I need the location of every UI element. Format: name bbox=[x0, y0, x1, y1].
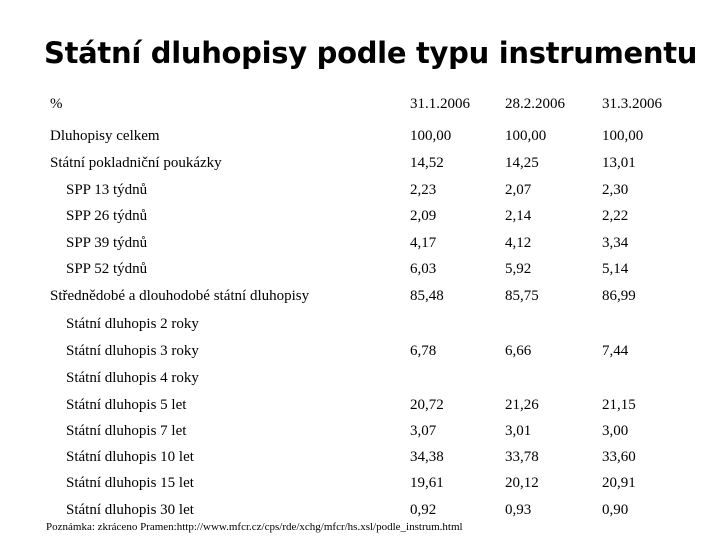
row-value: 5,92 bbox=[505, 261, 532, 277]
row-value: 100,00 bbox=[602, 128, 644, 144]
row-value: 2,14 bbox=[505, 208, 532, 224]
row-label: Státní dluhopis 2 roky bbox=[66, 316, 199, 332]
row-value: 3,01 bbox=[505, 423, 532, 439]
row-value: 86,99 bbox=[602, 288, 636, 304]
row-value: 100,00 bbox=[410, 128, 452, 144]
row-label: SPP 13 týdnů bbox=[66, 182, 148, 198]
row-label: Státní dluhopis 10 let bbox=[66, 449, 194, 465]
row-value: 0,92 bbox=[410, 502, 437, 518]
header-date-2: 28.2.2006 bbox=[505, 96, 565, 112]
row-value: 3,34 bbox=[602, 235, 629, 251]
row-value: 14,52 bbox=[410, 155, 444, 171]
row-value: 2,30 bbox=[602, 182, 629, 198]
row-value: 6,66 bbox=[505, 343, 532, 359]
page-title: Státní dluhopisy podle typu instrumentu bbox=[44, 36, 698, 70]
row-value: 2,09 bbox=[410, 208, 437, 224]
row-label: Střednědobé a dlouhodobé státní dluhopisy bbox=[50, 288, 310, 304]
row-value: 21,26 bbox=[505, 397, 539, 413]
row-value: 33,60 bbox=[602, 449, 636, 465]
row-label: Dluhopisy celkem bbox=[50, 128, 160, 144]
row-value: 85,48 bbox=[410, 288, 444, 304]
header-unit: % bbox=[50, 96, 63, 112]
row-label: SPP 52 týdnů bbox=[66, 261, 148, 277]
row-value: 6,03 bbox=[410, 261, 437, 277]
row-value: 19,61 bbox=[410, 475, 444, 491]
row-label: Státní dluhopis 3 roky bbox=[66, 343, 199, 359]
source-note: Poznámka: zkráceno Pramen:http://www.mfcr.cz/cps/rde/xchg/mfcr/hs.xsl/podle_instrum.html bbox=[46, 521, 463, 533]
row-value: 4,17 bbox=[410, 235, 437, 251]
row-value: 20,12 bbox=[505, 475, 539, 491]
row-value: 33,78 bbox=[505, 449, 539, 465]
row-value: 13,01 bbox=[602, 155, 636, 171]
row-value: 21,15 bbox=[602, 397, 636, 413]
row-value: 20,72 bbox=[410, 397, 444, 413]
row-value: 14,25 bbox=[505, 155, 539, 171]
row-value: 34,38 bbox=[410, 449, 444, 465]
row-value: 100,00 bbox=[505, 128, 547, 144]
row-value: 2,07 bbox=[505, 182, 532, 198]
row-label: SPP 26 týdnů bbox=[66, 208, 148, 224]
row-value: 5,14 bbox=[602, 261, 629, 277]
row-value: 2,23 bbox=[410, 182, 437, 198]
row-label: Státní dluhopis 15 let bbox=[66, 475, 194, 491]
row-label: Státní dluhopis 5 let bbox=[66, 397, 187, 413]
row-value: 0,90 bbox=[602, 502, 629, 518]
row-label: Státní dluhopis 30 let bbox=[66, 502, 194, 518]
row-label: Státní dluhopis 4 roky bbox=[66, 370, 199, 386]
row-value: 4,12 bbox=[505, 235, 532, 251]
row-value: 85,75 bbox=[505, 288, 539, 304]
row-value: 2,22 bbox=[602, 208, 629, 224]
row-value: 6,78 bbox=[410, 343, 437, 359]
row-value: 3,07 bbox=[410, 423, 437, 439]
row-label: Státní pokladniční poukázky bbox=[50, 155, 222, 171]
row-value: 0,93 bbox=[505, 502, 532, 518]
row-label: Státní dluhopis 7 let bbox=[66, 423, 187, 439]
header-date-3: 31.3.2006 bbox=[602, 96, 662, 112]
header-date-1: 31.1.2006 bbox=[410, 96, 470, 112]
row-label: SPP 39 týdnů bbox=[66, 235, 148, 251]
row-value: 7,44 bbox=[602, 343, 629, 359]
row-value: 20,91 bbox=[602, 475, 636, 491]
row-value: 3,00 bbox=[602, 423, 629, 439]
